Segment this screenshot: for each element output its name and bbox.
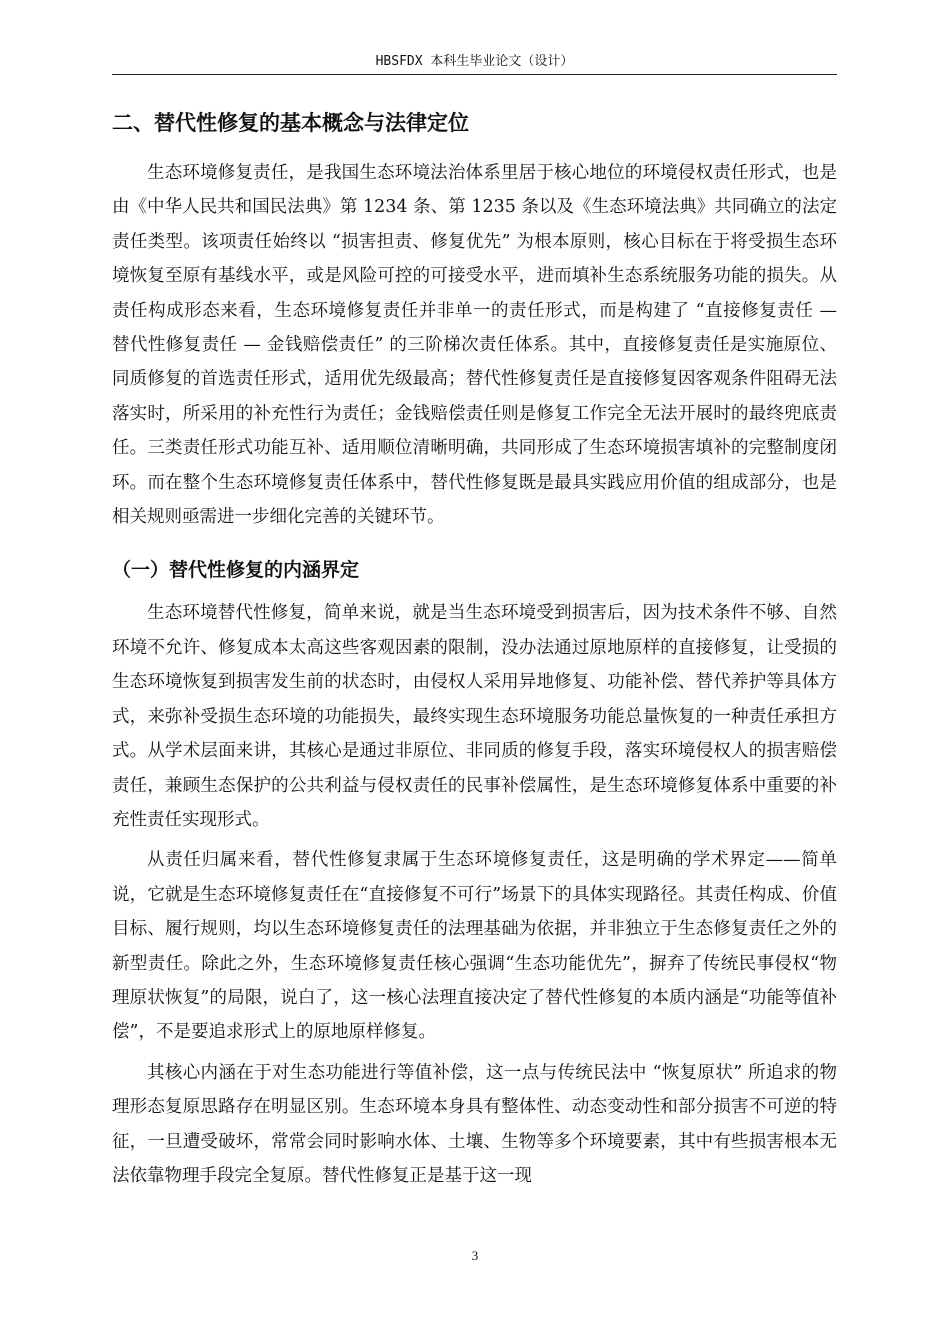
paragraph: 从责任归属来看，替代性修复隶属于生态环境修复责任，这是明确的学术界定——简单说，它就是生态环境修复责任在“直接修复不可行”场景下的具体实现路径。其责任构成、价值目标、履行规则，均以生态环境修复责任的法理基础为依据，并非独立于生态修复责任之外的新型责任。除此之外，生态环境修复责任核心强调“生态功能优先”，摒弃了传统民事侵权“物理原状恢复”的局限，说白了，这一核心法理直接决定了替代性修复的本质内涵是“功能等值补偿”，不是要追求形式上的原地原样修复。 — [112, 850, 837, 1043]
section-title: 二、替代性修复的基本概念与法律定位 — [112, 111, 469, 135]
paragraph: 其核心内涵在于对生态功能进行等值补偿，这一点与传统民法中 “恢复原状” 所追求的物理形态复原思路存在明显区别。生态环境本身具有整体性、动态变动性和部分损害不可逆的特征，一旦遭受破坏，常常会同时影响水体、土壤、生物等多个环境要素，其中有些损害根本无法依靠物理手段完全复原。替代性修复正是基于这一现 — [112, 1062, 837, 1186]
paragraph: 生态环境替代性修复，简单来说，就是当生态环境受到损害后，因为技术条件不够、自然环境不允许、修复成本太高这些客观因素的限制，没办法通过原地原样的直接修复，让受损的生态环境恢复到损害发生前的状态时，由侵权人采用异地修复、功能补偿、替代养护等具体方式，来弥补受损生态环境的功能损失，最终实现生态环境服务功能总量恢复的一种责任承担方式。从学术层面来讲，其核心是通过非原位、非同质的修复手段，落实环境侵权人的损害赔偿责任，兼顾生态保护的公共利益与侵权责任的民事补偿属性，是生态环境修复体系中重要的补充性责任实现形式。 — [112, 603, 837, 830]
subsection-title: （一）替代性修复的内涵界定 — [112, 559, 360, 582]
page-content — [112, 108, 837, 1199]
page-number: 3 — [471, 1248, 479, 1263]
page-header: HBSFDX 本科生毕业论文（设计） — [112, 50, 837, 75]
paragraph: 生态环境修复责任，是我国生态环境法治体系里居于核心地位的环境侵权责任形式，也是由《中华人民共和国民法典》第 1234 条、第 1235 条以及《生态环境法典》共同确立的法定责任类型。该项责任始终以 “损害担责、修复优先” 为根本原则，核心目标在于将受损生态环境恢复至原有基线水平，或是风险可控的可接受水平，进而填补生态系统服务功能的损失。从责任构成形态来看，生态环境修复责任并非单一的责任形式，而是构建了 “直接修复责任 — 替代性修复责任 — 金钱赔偿责任” 的三阶梯次责任体系。其中，直接修复责任是实施原位、同质修复的首选责任形式，适用优先级最高；替代性修复责任是直接修复因客观条件阻碍无法落实时，所采用的补充性行为责任；金钱赔偿责任则是修复工作完全无法开展时的最终兜底责任。三类责任形式功能互补、适用顺位清晰明确，共同形成了生态环境损害填补的完整制度闭环。而在整个生态环境修复责任体系中，替代性修复既是最具实践应用价值的组成部分，也是相关规则亟需进一步细化完善的关键环节。 — [112, 163, 837, 528]
